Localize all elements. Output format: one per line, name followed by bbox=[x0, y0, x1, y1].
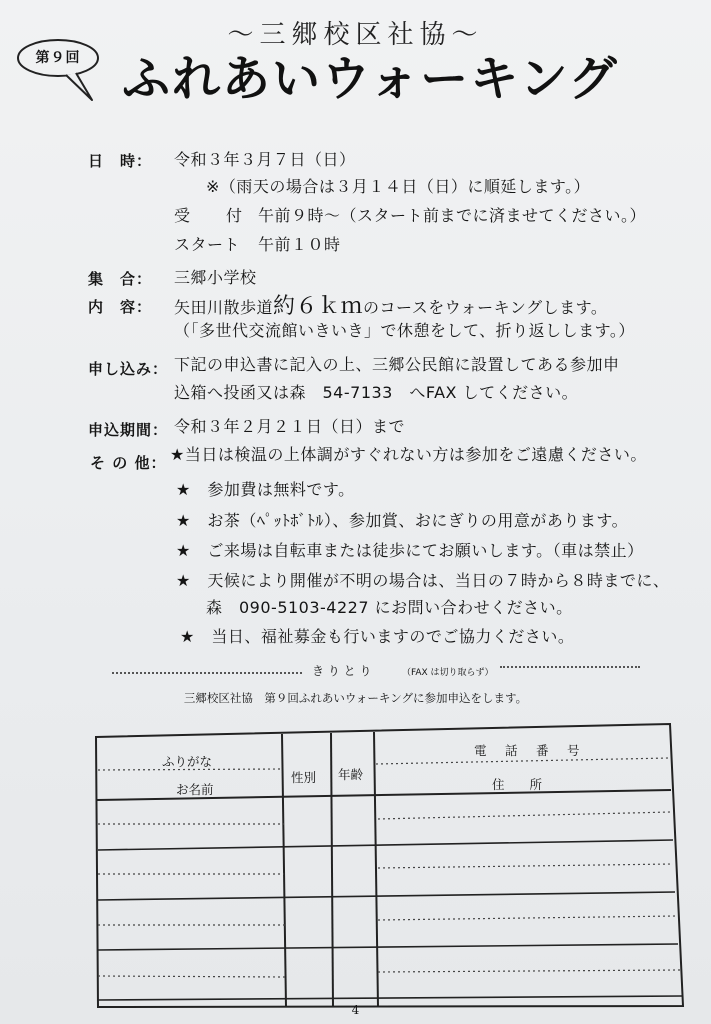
content-note: （「多世代交流館いきいき」で休憩をして、折り返しします。） bbox=[174, 321, 635, 340]
other-item-4: ★ ご来場は自転車または徒歩にてお願いします。（車は禁止） bbox=[176, 541, 644, 560]
other-item-2: ★ 参加費は無料です。 bbox=[176, 480, 355, 499]
star-icon: ★ bbox=[176, 511, 191, 530]
form-header-gender: 性別 bbox=[291, 770, 317, 785]
rain-note: ※（雨天の場合は３月１４日（日）に順延します。） bbox=[206, 177, 591, 196]
period-label: 申込期間： bbox=[88, 421, 169, 439]
start-value: 午前１０時 bbox=[258, 235, 341, 254]
page-number: 4 bbox=[351, 1003, 360, 1017]
route-name: 矢田川散歩道 bbox=[174, 298, 274, 317]
apply-label: 申し込み： bbox=[88, 360, 169, 378]
form-header-name: お名前 bbox=[176, 782, 214, 797]
star-icon: ★ bbox=[176, 571, 191, 590]
cut-note: （FAX は切り取らず） bbox=[402, 668, 494, 678]
start-label: スタート bbox=[174, 235, 241, 254]
route-desc: のコースをウォーキングします。 bbox=[363, 298, 608, 317]
reception-label: 受 付 bbox=[174, 206, 253, 225]
edition-badge: 第９回 bbox=[35, 50, 81, 66]
form-apply-text: 三郷校区社協 第９回ふれあいウォーキングに参加申込をします。 bbox=[183, 691, 528, 705]
other-contact: 森 090-5103-4227 にお問い合わせください。 bbox=[206, 598, 573, 617]
cut-label: き り と り bbox=[312, 664, 372, 678]
other-item-3: ★ お茶（ﾍﾟｯﾄﾎﾞﾄﾙ）、参加賞、おにぎりの用意があります。 bbox=[176, 511, 629, 530]
organizer-heading: 〜三郷校区社協〜 bbox=[227, 20, 484, 50]
form-header-furigana: ふりがな bbox=[162, 754, 213, 769]
other-item-6: ★ 当日、福祉募金も行いますのでご協力ください。 bbox=[180, 627, 575, 646]
other-label: そ の 他： bbox=[90, 454, 167, 472]
date-value: 令和３年３月７日（日） bbox=[174, 150, 356, 169]
reception-value: 午前９時〜（スタート前までに済ませてください。） bbox=[258, 206, 647, 225]
apply-line-1: 下記の申込書に記入の上、三郷公民館に設置してある参加申 bbox=[174, 355, 620, 374]
date-label: 日 時： bbox=[88, 152, 153, 170]
form-header-age: 年齢 bbox=[338, 767, 364, 782]
meet-value: 三郷小学校 bbox=[174, 268, 257, 287]
form-header-address: 住 所 bbox=[492, 777, 543, 792]
star-icon: ★ bbox=[176, 541, 191, 560]
star-icon: ★ bbox=[176, 480, 191, 499]
star-icon: ★ bbox=[180, 627, 195, 646]
event-title: ふれあいウォーキング bbox=[122, 51, 619, 107]
star-icon: ★ bbox=[170, 445, 185, 464]
period-value: 令和３年２月２１日（日）まで bbox=[174, 417, 406, 436]
meet-label: 集 合： bbox=[88, 270, 153, 288]
form-header-phone: 電 話 番 号 bbox=[474, 743, 583, 758]
distance: 約６ｋｍ bbox=[273, 294, 364, 319]
content-label: 内 容： bbox=[88, 298, 153, 316]
apply-line-2: 込箱へ投函又は森 54-7133 へFAX してください。 bbox=[174, 383, 579, 402]
other-item-1: ★当日は検温の上体調がすぐれない方は参加をご遠慮ください。 bbox=[170, 445, 647, 464]
other-item-5: ★ 天候により開催が不明の場合は、当日の７時から８時までに、 bbox=[176, 571, 670, 590]
